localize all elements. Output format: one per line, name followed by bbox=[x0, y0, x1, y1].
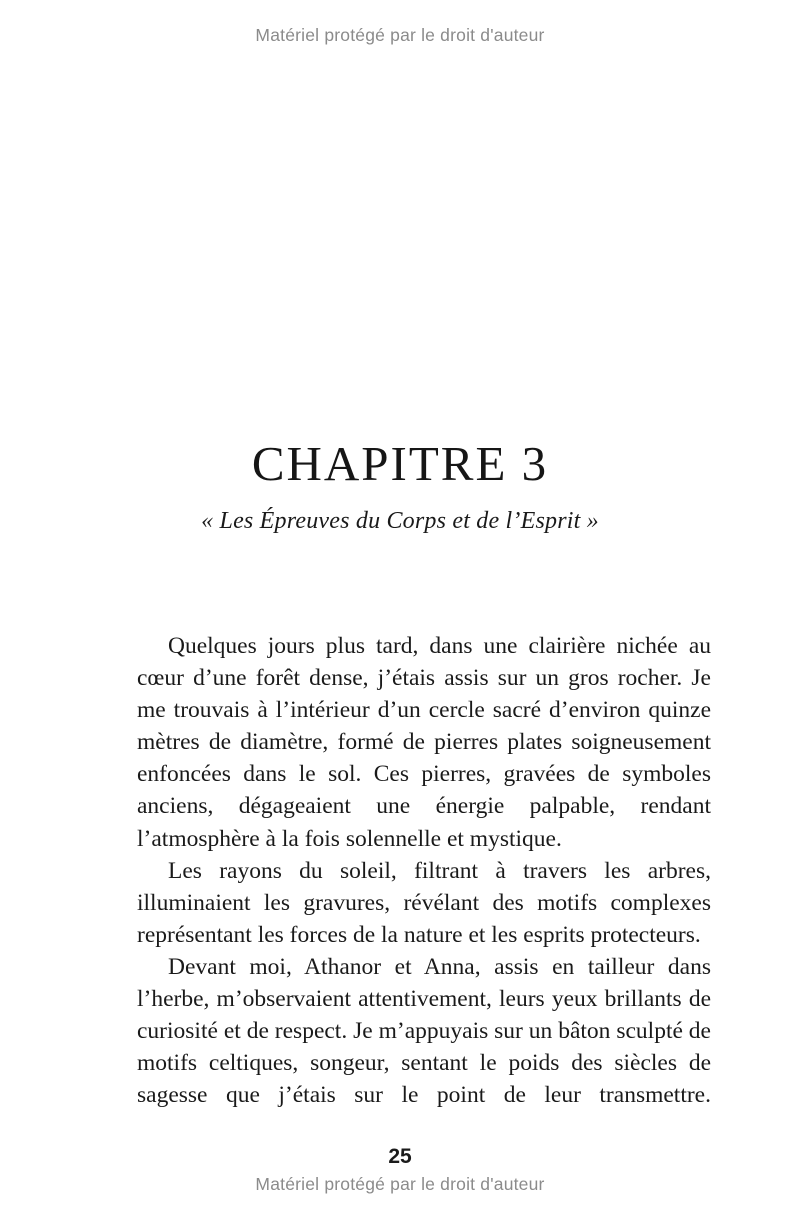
body-paragraph: Devant moi, Athanor et Anna, assis en tailleur dans l’herbe, m’observaient attentivement, leurs yeux brillants de curiosité et de respect. Je m’appuyais sur un bâton sculpté de motifs celtiques, songeur, sentant le poids des siècles de sagesse que j’étais sur le point de leur transmettre. bbox=[137, 953, 711, 1109]
body-text bbox=[137, 630, 711, 1111]
body-paragraph: Quelques jours plus tard, dans une clairière nichée au cœur d’une forêt dense, j’étais assis sur un gros rocher. Je me trouvais à l’intérieur d’un cercle sacré d’environ quinze mètres de diamètre, formé de pierres plates soigneusement enfoncées dans le sol. Ces pierres, gravées de symboles anciens, dégageaient une énergie palpable, rendant l’atmosphère à la fois solennelle et mystique. bbox=[137, 633, 711, 852]
copyright-watermark-top: Matériel protégé par le droit d'auteur bbox=[255, 25, 545, 45]
chapter-subtitle: « Les Épreuves du Corps et de l’Esprit » bbox=[201, 507, 599, 534]
page-number: 25 bbox=[388, 1145, 412, 1168]
body-paragraph: Les rayons du soleil, filtrant à travers les arbres, illuminaient les gravures, révélant des motifs complexes représentant les forces de la nature et les esprits protecteurs. bbox=[137, 857, 711, 948]
chapter-title: CHAPITRE 3 bbox=[251, 435, 549, 491]
copyright-watermark-bottom: Matériel protégé par le droit d'auteur bbox=[255, 1174, 545, 1194]
